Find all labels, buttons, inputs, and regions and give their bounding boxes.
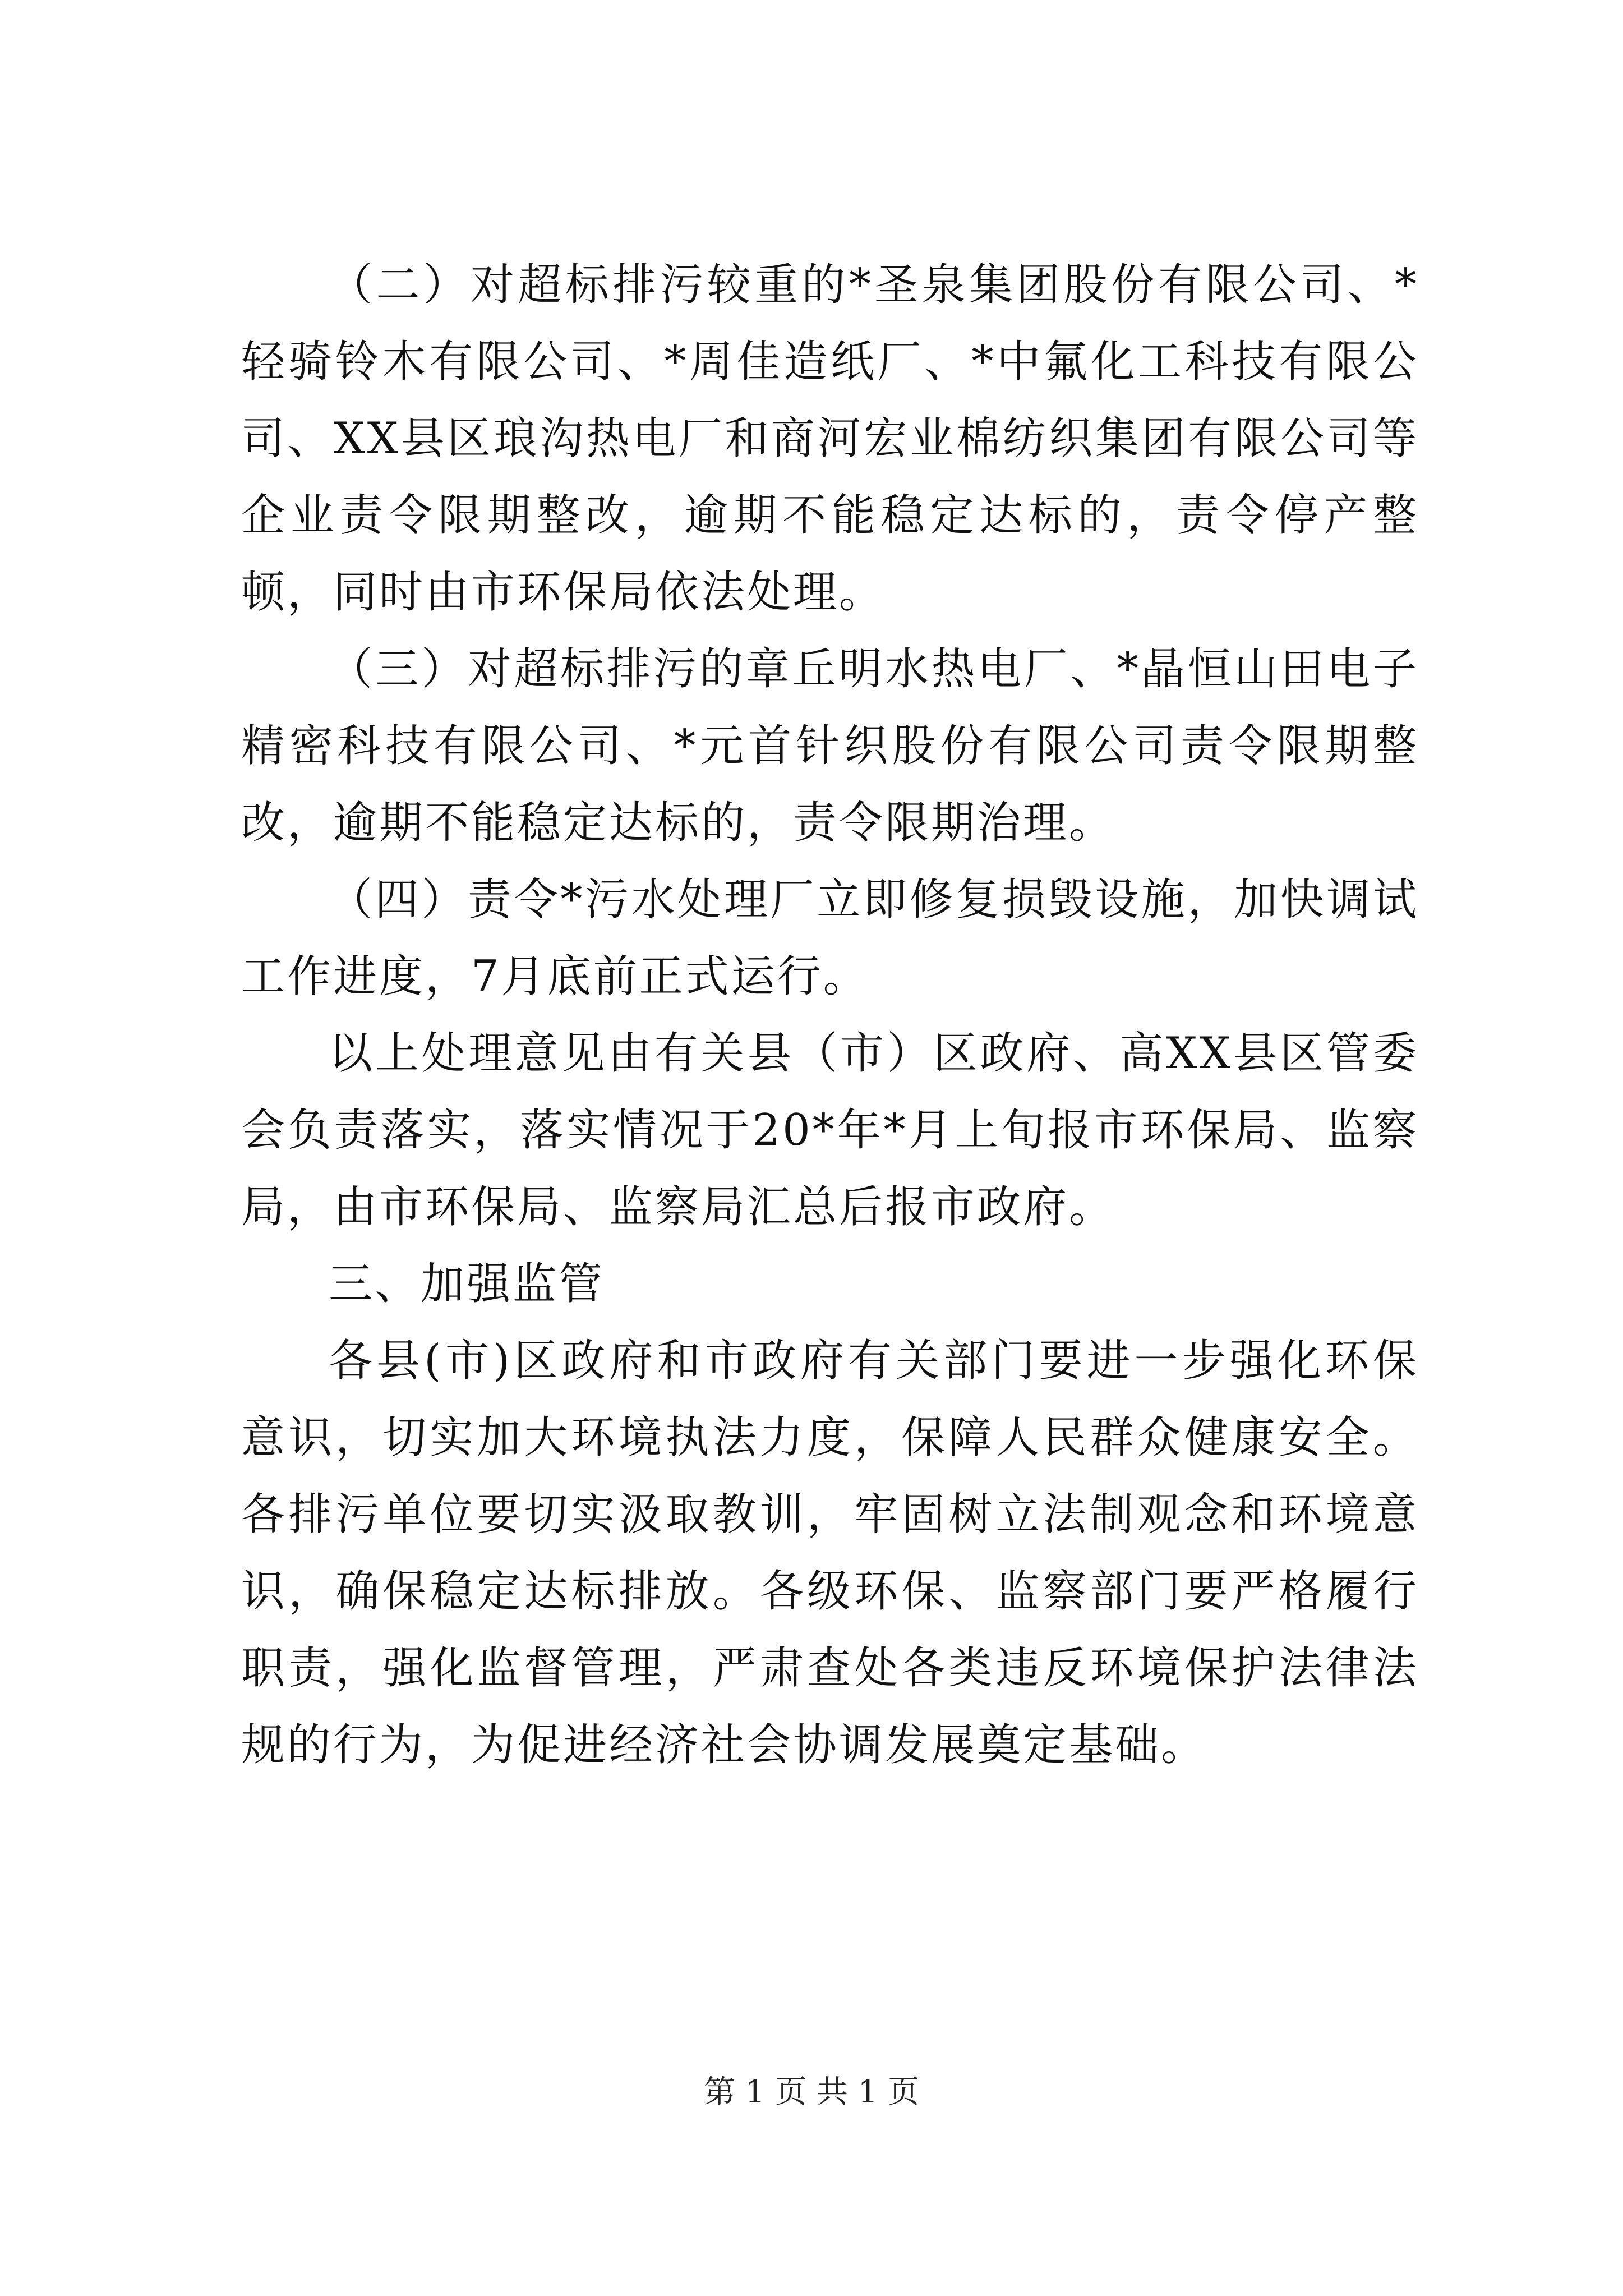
paragraph-conclusion: 以上处理意见由有关县（市）区政府、高XX县区管委会负责落实，落实情况于20*年*月上旬报市环保局、监察局，由市环保局、监察局汇总后报市政府。 (241, 1028, 1419, 1232)
section-heading: 三、加强监管 (329, 1259, 605, 1309)
paragraph-supervision: 各县(市)区政府和市政府有关部门要进一步强化环保意识，切实加大环境执法力度，保障人民群众健康安全。各排污单位要切实汲取教训，牢固树立法制观念和环境意识，确保稳定达标排放。各级环保、监察部门要严格履行职责，强化监督管理，严肃查处各类违反环境保护法律法规的行为，为促进经济社会协调发展奠定基础。 (241, 1336, 1419, 1770)
paragraph-item-3: （三）对超标排污的章丘明水热电厂、*晶恒山田电子精密科技有限公司、*元首针织股份有限公司责令限期整改，逾期不能稳定达标的，责令限期治理。 (241, 644, 1419, 848)
page-footer: 第 1 页 共 1 页 (703, 2074, 920, 2110)
paragraph-item-4: （四）责令*污水处理厂立即修复损毁设施，加快调试工作进度，7月底前正式运行。 (241, 875, 1419, 1002)
paragraph-item-2: （二）对超标排污较重的*圣泉集团股份有限公司、*轻骑铃木有限公司、*周佳造纸厂、*中氟化工科技有限公司、XX县区琅沟热电厂和商河宏业棉纺织集团有限公司等企业责令限期整改，逾期不能稳定达标的，责令停产整顿，同时由市环保局依法处理。 (241, 260, 1419, 618)
document-body (241, 247, 1419, 1784)
